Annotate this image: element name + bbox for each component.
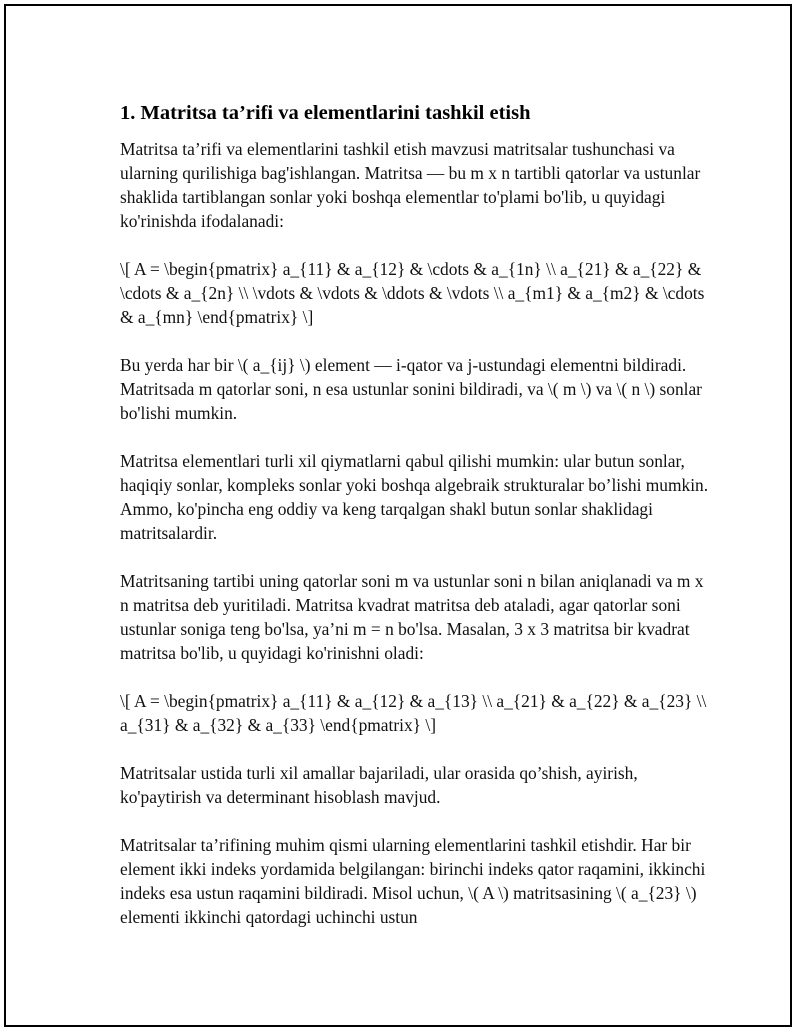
section-title: 1. Matritsa ta’rifi va elementlarini tashkil etish: [120, 102, 531, 124]
paragraph-indexing: Matritsalar ta’rifining muhim qismi ularning elementlarini tashkil etishdir. Har bir element ikki indeks yordamida belgilangan: birinchi indeks qator raqamini, ikkinchi indeks esa ustun raqamini bildiradi. Misol uchun, \( A \) matritsasining \( a_{23} \) elementi ikkinchi qatordagi uchinchi ustun: [120, 835, 706, 927]
formula-square-matrix: \[ A = \begin{pmatrix} a_{11} & a_{12} & a_{13} \\ a_{21} & a_{22} & a_{23} \\ a_{31} & a_{32} & a_{33} \end{pmatrix} \]: [120, 691, 707, 735]
paragraph-element-values: Matritsa elementlari turli xil qiymatlarni qabul qilishi mumkin: ular butun sonlar, haqiqiy sonlar, kompleks sonlar yoki boshqa algebraik strukturalar bo’lishi mumkin. Ammo, ko'pincha eng oddiy va keng tarqalgan shakl butun sonlar shaklidagi matritsalardir.: [120, 451, 709, 543]
page-frame: [4, 4, 792, 1027]
paragraph-element-meaning: Bu yerda har bir \( a_{ij} \) element — i-qator va j-ustundagi elementni bildiradi. Matritsada m qatorlar soni, n esa ustunlar sonini bildiradi, va \( m \) va \( n \) sonlar bo'lishi mumkin.: [120, 355, 702, 423]
paragraph-matrix-order: Matritsaning tartibi uning qatorlar soni m va ustunlar soni n bilan aniqlanadi va m x n matritsa deb yuritiladi. Matritsa kvadrat matritsa deb ataladi, agar qatorlar soni ustunlar soniga teng bo'lsa, ya’ni m = n bo'lsa. Masalan, 3 x 3 matritsa bir kvadrat matritsa bo'lib, u quyidagi ko'rinishni oladi:: [120, 571, 704, 663]
paragraph-definition: Matritsa ta’rifi va elementlarini tashkil etish mavzusi matritsalar tushunchasi va ularning qurilishiga bag'ishlangan. Matritsa — bu m x n tartibli qatorlar va ustunlar shaklida tartiblangan sonlar yoki boshqa elementlar to'plami bo'lib, u quyidagi ko'rinishda ifodalanadi:: [120, 139, 701, 231]
document-body: [120, 98, 710, 953]
formula-general-matrix: \[ A = \begin{pmatrix} a_{11} & a_{12} & \cdots & a_{1n} \\ a_{21} & a_{22} & \cdots & a_{2n} \\ \vdots & \vdots & \ddots & \vdots \\ a_{m1} & a_{m2} & \cdots & a_{mn} \end{pmatrix} \]: [120, 259, 705, 327]
paragraph-operations: Matritsalar ustida turli xil amallar bajariladi, ular orasida qo’shish, ayirish, ko'paytirish va determinant hisoblash mavjud.: [120, 763, 638, 807]
